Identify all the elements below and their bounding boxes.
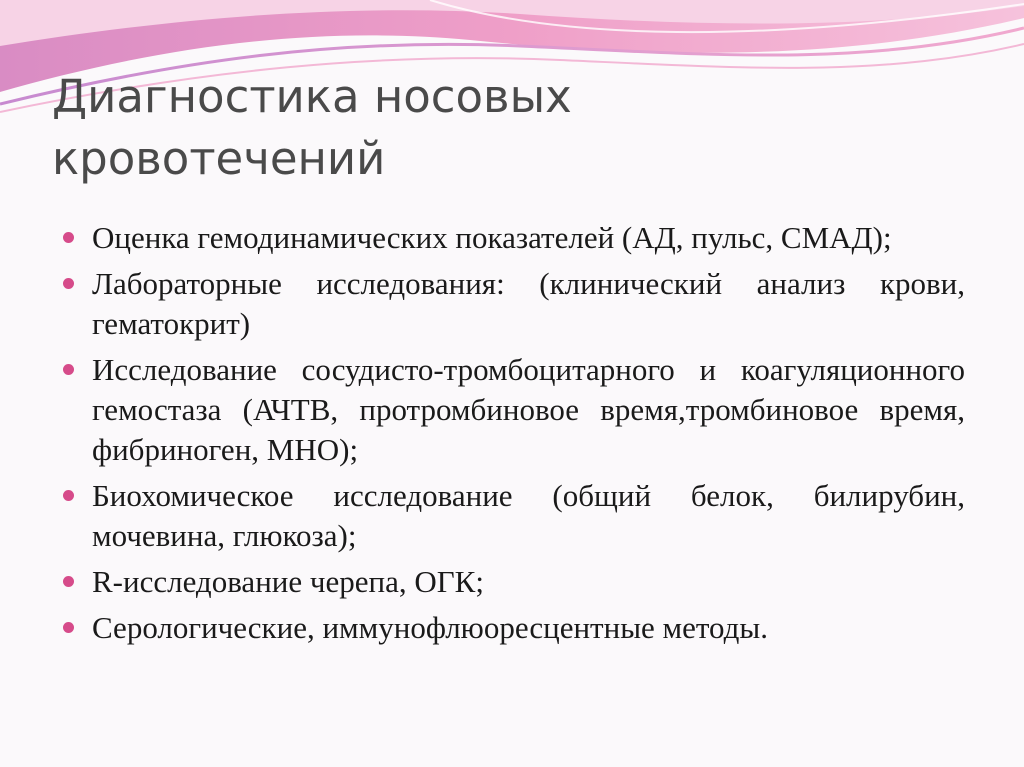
bullet-text: Серологические, иммунофлюоресцентные методы. — [92, 610, 769, 645]
list-item — [62, 608, 965, 648]
bullet-dot-icon — [63, 576, 74, 587]
list-item — [62, 350, 965, 470]
bullet-dot-icon — [63, 278, 74, 289]
bullet-list — [62, 218, 965, 654]
bullet-text: Исследование сосудисто-тромбоцитарного и коагуляционного гемостаза (АЧТВ, протромбиновое время,тромбиновое время, фибриноген, МНО); — [92, 352, 965, 467]
list-item — [62, 218, 965, 258]
bullet-dot-icon — [63, 232, 74, 243]
bullet-text: Оценка гемодинамических показателей (АД, пульс, СМАД); — [92, 220, 892, 255]
slide-title-line: Диагностика носовых — [52, 70, 572, 123]
bullet-text: Биохомическое исследование (общий белок, билирубин, мочевина, глюкоза); — [92, 478, 965, 553]
list-item — [62, 562, 965, 602]
slide-title — [52, 66, 952, 190]
bullet-dot-icon — [63, 622, 74, 633]
slide-title-line: кровотечений — [52, 132, 386, 185]
bullet-dot-icon — [63, 490, 74, 501]
list-item — [62, 476, 965, 556]
bullet-text: R-исследование черепа, ОГК; — [92, 564, 484, 599]
list-item — [62, 264, 965, 344]
bullet-text: Лабораторные исследования: (клинический анализ крови, гематокрит) — [92, 266, 965, 341]
bullet-dot-icon — [63, 364, 74, 375]
